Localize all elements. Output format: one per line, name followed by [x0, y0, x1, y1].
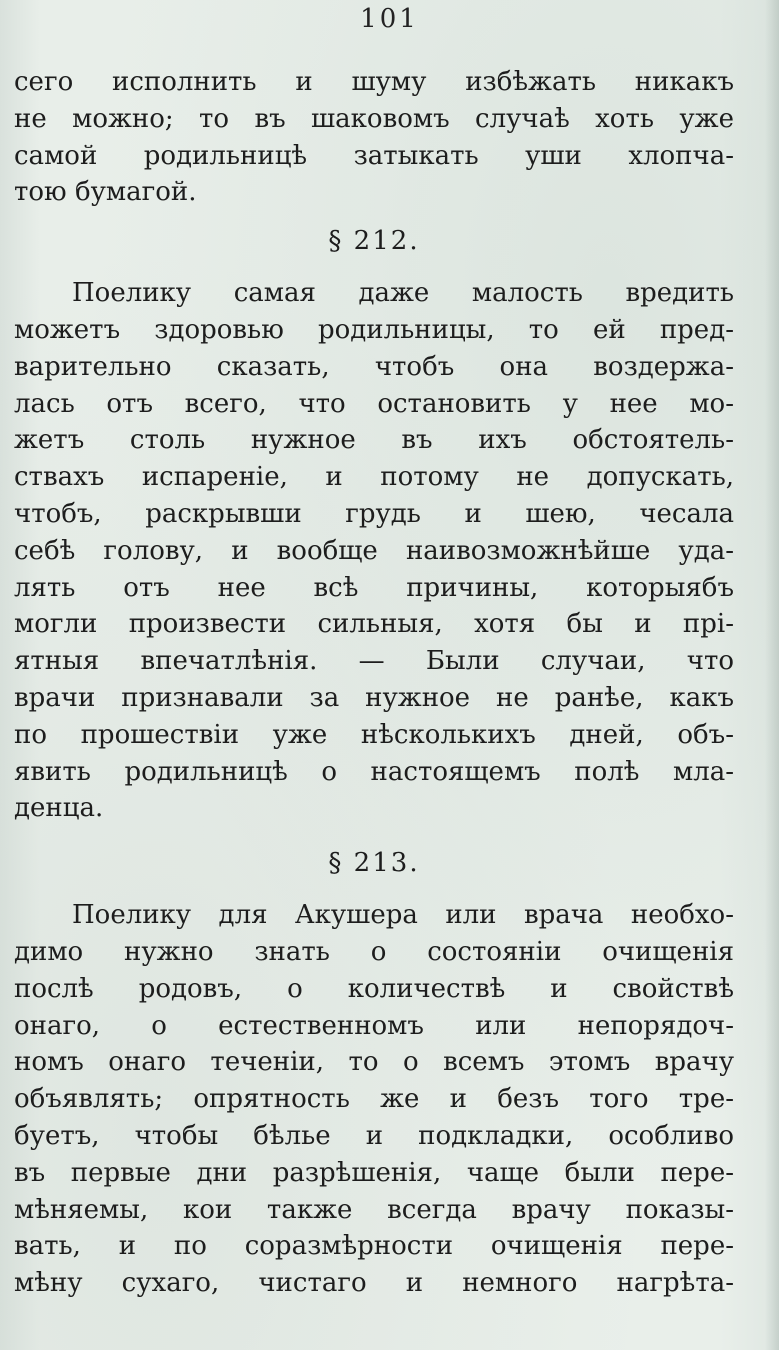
text-line: вать, и по соразмѣрности очищенія пере-	[14, 1231, 734, 1262]
text-line: ятныя впечатлѣнія. — Были случаи, что	[14, 646, 734, 677]
text-line: Поелику самая даже малость вредить	[72, 278, 734, 309]
text-line: могли произвести сильныя, хотя бы и прі-	[14, 609, 734, 640]
text-line: мѣняемы, кои также всегда врачу показы-	[14, 1194, 734, 1225]
text-line: буетъ, чтобы бѣлье и подкладки, особливо	[14, 1120, 734, 1151]
text-line: сего исполнить и шуму избѣжать никакъ	[14, 67, 734, 97]
page-text	[14, 64, 734, 1302]
text-line: тою бумагой.	[14, 177, 197, 208]
section-heading: § 212.	[328, 226, 420, 257]
text-line: по прошествіи уже нѣсколькихъ дней, объ-	[14, 719, 734, 750]
text-line: денца.	[14, 793, 104, 824]
text-line: въ первые дни разрѣшенія, чаще были пере-	[14, 1157, 734, 1188]
text-line: жетъ столь нужное въ ихъ обстоятель-	[14, 425, 734, 456]
text-line: себѣ голову, и вообще наивозможнѣйше уда-	[14, 535, 734, 566]
text-line: послѣ родовъ, о количествѣ и свойствѣ	[14, 973, 734, 1004]
text-line: варительно сказать, чтобъ она воздержа-	[14, 351, 734, 382]
text-line: явить родильницѣ о настоящемъ полѣ мла-	[14, 756, 734, 787]
text-line: онаго, о естественномъ или непорядоч-	[14, 1010, 734, 1041]
text-line: самой родильницѣ затыкать уши хлопча-	[14, 140, 734, 171]
text-line: объявлять; опрятность же и безъ того тре-	[14, 1084, 734, 1115]
text-line: можетъ здоровью родильницы, то ей пред-	[14, 314, 734, 345]
page-edge-shadow	[765, 0, 779, 1350]
text-line: мѣну сухаго, чистаго и немного нагрѣта-	[14, 1268, 734, 1299]
text-line: Поелику для Акушера или врача необхо-	[72, 900, 734, 931]
section-heading: § 213.	[328, 848, 420, 879]
text-line: димо нужно знать о состояніи очищенія	[14, 936, 734, 967]
text-line: лять отъ нее всѣ причины, которыябъ	[14, 572, 734, 603]
text-line: номъ онаго теченіи, то о всемъ этомъ врачу	[14, 1047, 734, 1078]
text-line: ствахъ испареніе, и потому не допускать,	[14, 462, 734, 493]
text-line: чтобъ, раскрывши грудь и шею, чесала	[14, 498, 734, 529]
text-line: лась отъ всего, что остановить у нее мо-	[14, 388, 734, 419]
text-line: врачи признавали за нужное не ранѣе, какъ	[14, 682, 734, 713]
text-line: не можно; то въ шаковомъ случаѣ хоть уже	[14, 103, 734, 134]
page-number: 101	[360, 4, 419, 34]
